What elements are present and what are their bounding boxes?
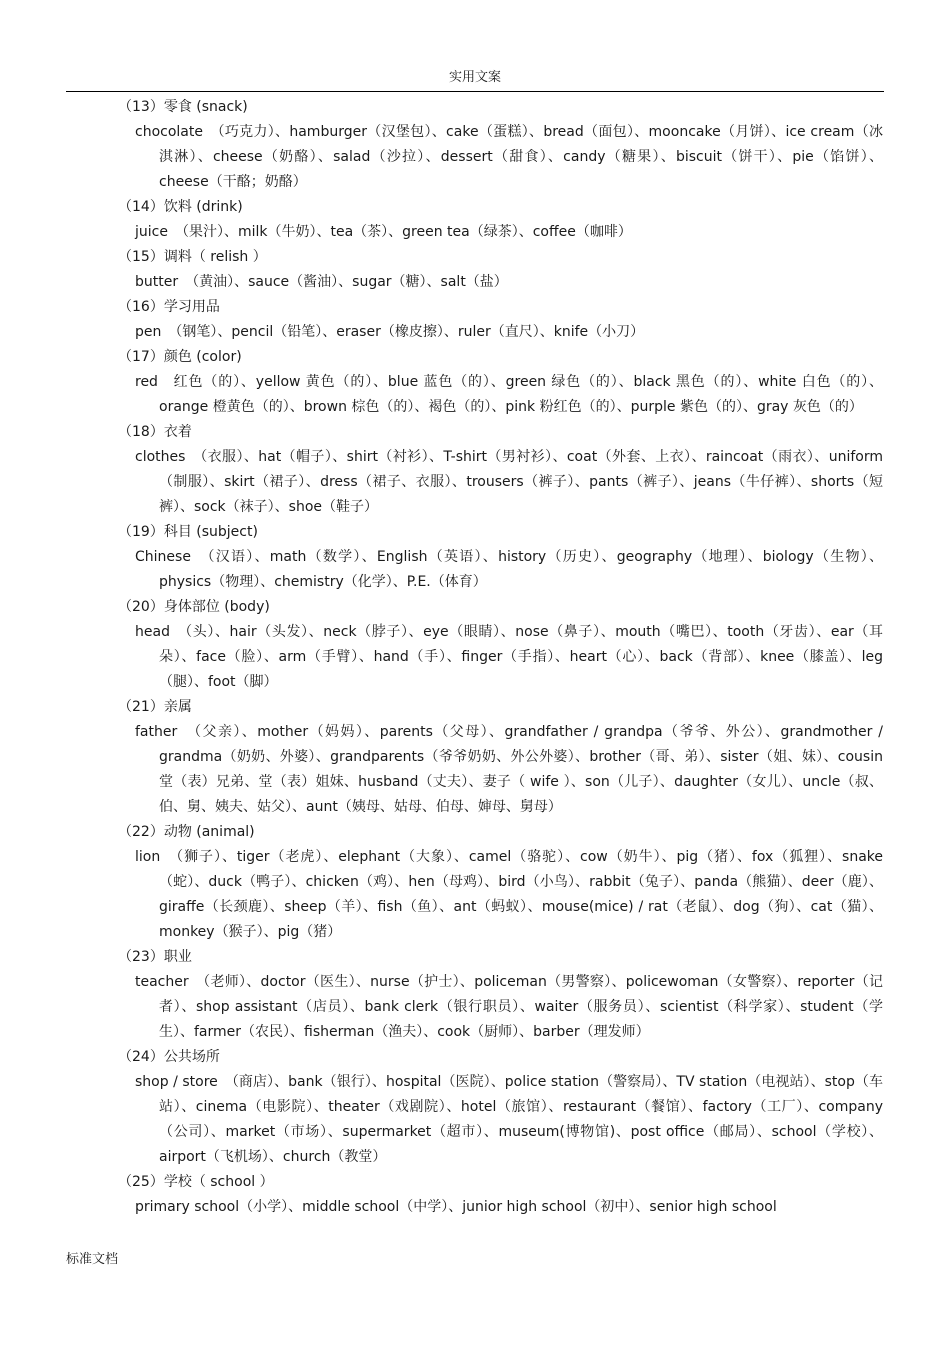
section-title: （22）动物 (animal) bbox=[118, 824, 255, 840]
section-title: （25）学校（ school ） bbox=[118, 1174, 274, 1190]
section-title: （19）科目 (subject) bbox=[118, 524, 258, 540]
section-title: （18）衣着 bbox=[118, 424, 192, 440]
section-title: （13）零食 (snack) bbox=[118, 99, 248, 115]
section-body: father （父亲）、mother（妈妈）、parents（父母）、grandfather / grandpa（爷爷、外公）、grandmother / grandma（奶奶、外婆）、grandparents（爷爷奶奶、外公外婆）、brother（哥、弟）、sister（姐、妹）、cousin 堂（表）兄弟、堂（表）姐妹、husband（丈夫）、妻子（ wife ）、son（儿子）、daughter（女儿）、uncle（叔、伯、舅、姨夫、姑父）、aunt（姨母、姑母、伯母、婶母、舅母） bbox=[135, 724, 883, 815]
section-title: （23）职业 bbox=[118, 949, 192, 965]
section-title: （21）亲属 bbox=[118, 699, 192, 715]
section-body: shop / store （商店）、bank（银行）、hospital（医院）、police station（警察局）、TV station（电视站）、stop（车站）、cinema（电影院）、theater（戏剧院）、hotel（旅馆）、restaurant（餐馆）、factory（工厂）、company（公司）、market（市场）、supermarket（超市）、museum(博物馆)、post office（邮局）、school（学校）、airport（飞机场）、church（教堂） bbox=[135, 1074, 883, 1165]
section-body: lion （狮子）、tiger（老虎）、elephant（大象）、camel（骆驼）、cow（奶牛）、pig（猪）、fox（狐狸）、snake（蛇）、duck（鸭子）、chicken（鸡）、hen（母鸡）、bird（小鸟）、rabbit（兔子）、panda（熊猫）、deer（鹿）、giraffe（长颈鹿）、sheep（羊）、fish（鱼）、ant（蚂蚁）、mouse(mice) / rat（老鼠）、dog（狗）、cat（猫）、monkey（猴子）、pig（猪） bbox=[135, 849, 883, 940]
section-title: （20）身体部位 (body) bbox=[118, 599, 270, 615]
section-body: juice （果汁）、milk（牛奶）、tea（茶）、green tea（绿茶）、coffee（咖啡） bbox=[135, 224, 632, 240]
section-body: clothes （衣服）、hat（帽子）、shirt（衬衫）、T-shirt（男衬衫）、coat（外套、上衣）、raincoat（雨衣）、uniform（制服）、skirt（裙子）、dress（裙子、衣服）、trousers（裤子）、pants（裤子）、jeans（牛仔裤）、shorts（短裤）、sock（袜子）、shoe（鞋子） bbox=[135, 449, 883, 515]
section-title: （24）公共场所 bbox=[118, 1049, 220, 1065]
page-footer: 标准文档 bbox=[66, 1252, 119, 1267]
section-title: （14）饮料 (drink) bbox=[118, 199, 243, 215]
section-body: primary school（小学）、middle school（中学）、junior high school（初中）、senior high school bbox=[135, 1199, 777, 1215]
section-body: pen （钢笔）、pencil（铅笔）、eraser（橡皮擦）、ruler（直尺）、knife（小刀） bbox=[135, 324, 645, 340]
header-rule bbox=[66, 91, 884, 92]
section-body: red 红色（的）、yellow 黄色（的）、blue 蓝色（的）、green 绿色（的）、black 黑色（的）、white 白色（的）、orange 橙黄色（的）、brown 棕色（的）、褐色（的）、pink 粉红色（的）、purple 紫色（的）、gray 灰色（的） bbox=[135, 374, 883, 415]
section-body: head （头）、hair（头发）、neck（脖子）、eye（眼睛）、nose（鼻子）、mouth（嘴巴）、tooth（牙齿）、ear（耳朵）、face（脸）、arm（手臂）、hand（手）、finger（手指）、heart（心）、back（背部）、knee（膝盖）、leg（腿）、foot（脚） bbox=[135, 624, 883, 690]
section-body: butter （黄油）、sauce（酱油）、sugar（糖）、salt（盐） bbox=[135, 274, 508, 290]
section-body: Chinese （汉语）、math（数学）、English（英语）、history（历史）、geography（地理）、biology（生物）、physics（物理）、chemistry（化学）、P.E.（体育） bbox=[135, 549, 883, 590]
page-header: 实用文案 bbox=[448, 70, 501, 85]
section-body: teacher （老师）、doctor（医生）、nurse（护士）、policeman（男警察）、policewoman（女警察）、reporter（记者）、shop assistant（店员）、bank clerk（银行职员）、waiter（服务员）、scientist（科学家）、student（学生）、farmer（农民）、fisherman（渔夫）、cook（厨师）、barber（理发师） bbox=[135, 974, 883, 1040]
section-title: （17）颜色 (color) bbox=[118, 349, 242, 365]
vocabulary-list bbox=[118, 95, 883, 1220]
section-title: （16）学习用品 bbox=[118, 299, 220, 315]
section-body: chocolate （巧克力）、hamburger（汉堡包）、cake（蛋糕）、bread（面包）、mooncake（月饼）、ice cream（冰淇淋）、cheese（奶酪）、salad（沙拉）、dessert（甜食）、candy（糖果）、biscuit（饼干）、pie（馅饼）、cheese（干酪；奶酪） bbox=[135, 124, 883, 190]
section-title: （15）调料（ relish ） bbox=[118, 249, 267, 265]
